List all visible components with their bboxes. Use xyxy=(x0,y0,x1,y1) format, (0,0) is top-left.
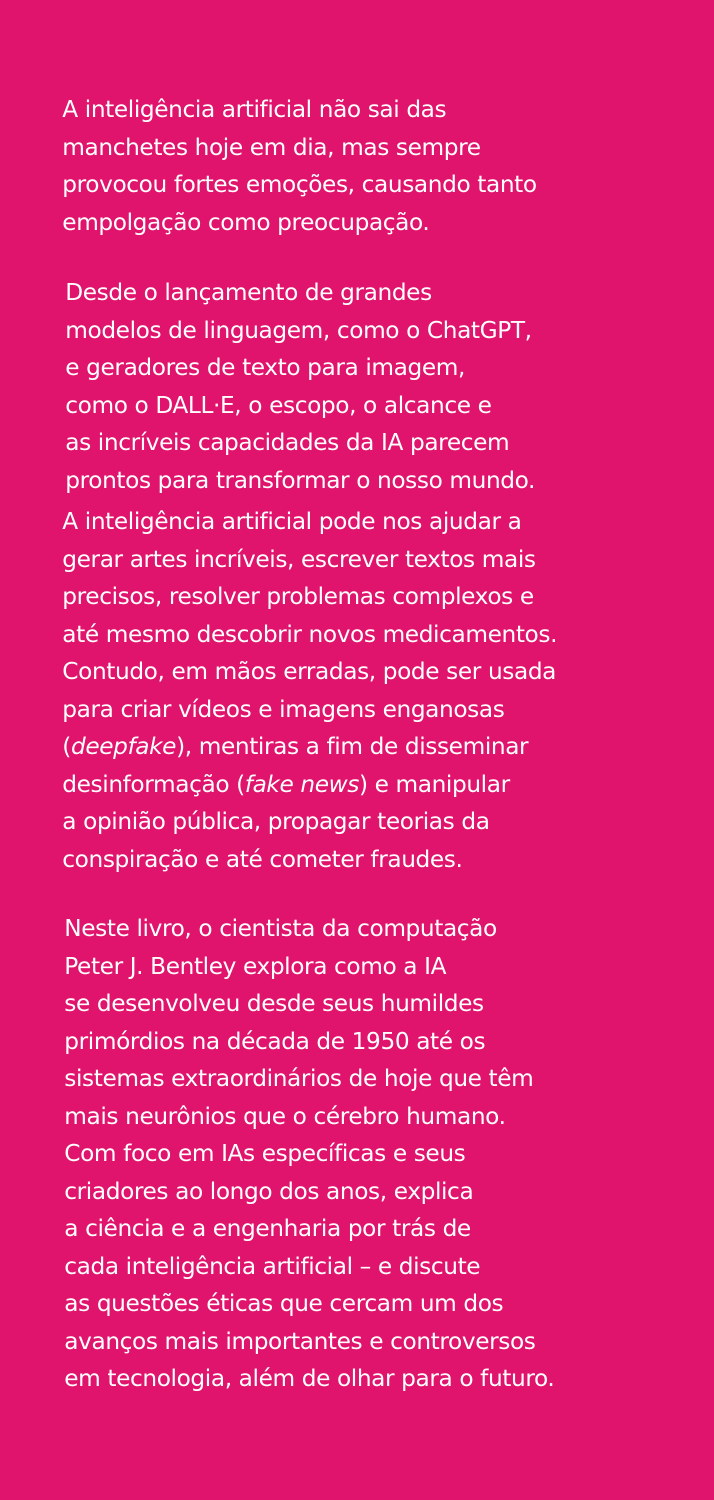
text-line: a opinião pública, propagar teorias da xyxy=(62,807,490,835)
paragraph-book-summary xyxy=(0,910,714,1398)
text-line: em tecnologia, além de olhar para o futuro. xyxy=(64,1364,555,1392)
text-line: cada inteligência artificial – e discute xyxy=(64,1251,481,1280)
text-line: manchetes hoje em dia, mas sempre xyxy=(62,132,481,161)
text-segment: ( xyxy=(62,732,71,760)
text-line: para criar vídeos e imagens enganosas xyxy=(62,694,505,723)
text-line: A inteligência artificial pode nos ajudar a xyxy=(62,507,522,535)
text-line: empolgação como preocupação. xyxy=(62,207,430,236)
text-line: e geradores de texto para imagem, xyxy=(65,353,465,381)
text-segment: ), mentiras a fim de disseminar xyxy=(176,732,529,760)
text-line: provocou fortes emoções, causando tanto xyxy=(62,170,537,198)
text-line: avanços mais importantes e controversos xyxy=(64,1326,536,1355)
paragraph-uses-and-risks xyxy=(0,503,714,878)
text-line: sistemas extraordinários de hoje que têm xyxy=(64,1064,534,1092)
text-line xyxy=(0,766,706,804)
text-line: Com foco em IAs específicas e seus xyxy=(64,1139,466,1167)
text-line: Neste livro, o cientista da computação xyxy=(64,914,497,942)
text-line: mais neurônios que o cérebro humano. xyxy=(64,1101,506,1130)
text-line: se desenvolveu desde seus humildes xyxy=(64,989,484,1017)
text-line: primórdios na década de 1950 até os xyxy=(64,1026,486,1055)
text-line: modelos de linguagem, como o ChatGPT, xyxy=(65,315,532,344)
text-segment: desinformação ( xyxy=(62,769,245,798)
paragraph-intro xyxy=(0,91,714,241)
text-line: prontos para transformar o nosso mundo. xyxy=(65,465,536,494)
text-segment: ) e manipular xyxy=(358,769,510,798)
text-line: até mesmo descobrir novos medicamentos. xyxy=(62,619,558,648)
text-line: a ciência e a engenharia por trás de xyxy=(64,1214,471,1242)
text-line: como o DALL·E, o escopo, o alcance e xyxy=(65,390,492,419)
text-line: Desde o lançamento de grandes xyxy=(65,278,432,306)
text-line: gerar artes incríveis, escrever textos mais xyxy=(62,544,536,573)
text-line: conspiração e até cometer fraudes. xyxy=(62,844,463,873)
italic-term-deepfake: deepfake xyxy=(70,732,177,760)
text-line: as incríveis capacidades da IA parecem xyxy=(65,428,510,456)
text-line: criadores ao longo dos anos, explica xyxy=(64,1176,474,1205)
text-line: A inteligência artificial não sai das xyxy=(62,95,447,123)
text-line xyxy=(0,728,706,766)
text-line: Contudo, em mãos erradas, pode ser usada xyxy=(62,657,557,685)
paragraph-llm xyxy=(0,274,714,499)
text-line: precisos, resolver problemas complexos e xyxy=(62,582,534,610)
italic-term-fake-news: fake news xyxy=(244,769,359,798)
text-line: Peter J. Bentley explora como a IA xyxy=(64,951,447,980)
text-line: as questões éticas que cercam um dos xyxy=(64,1289,504,1317)
